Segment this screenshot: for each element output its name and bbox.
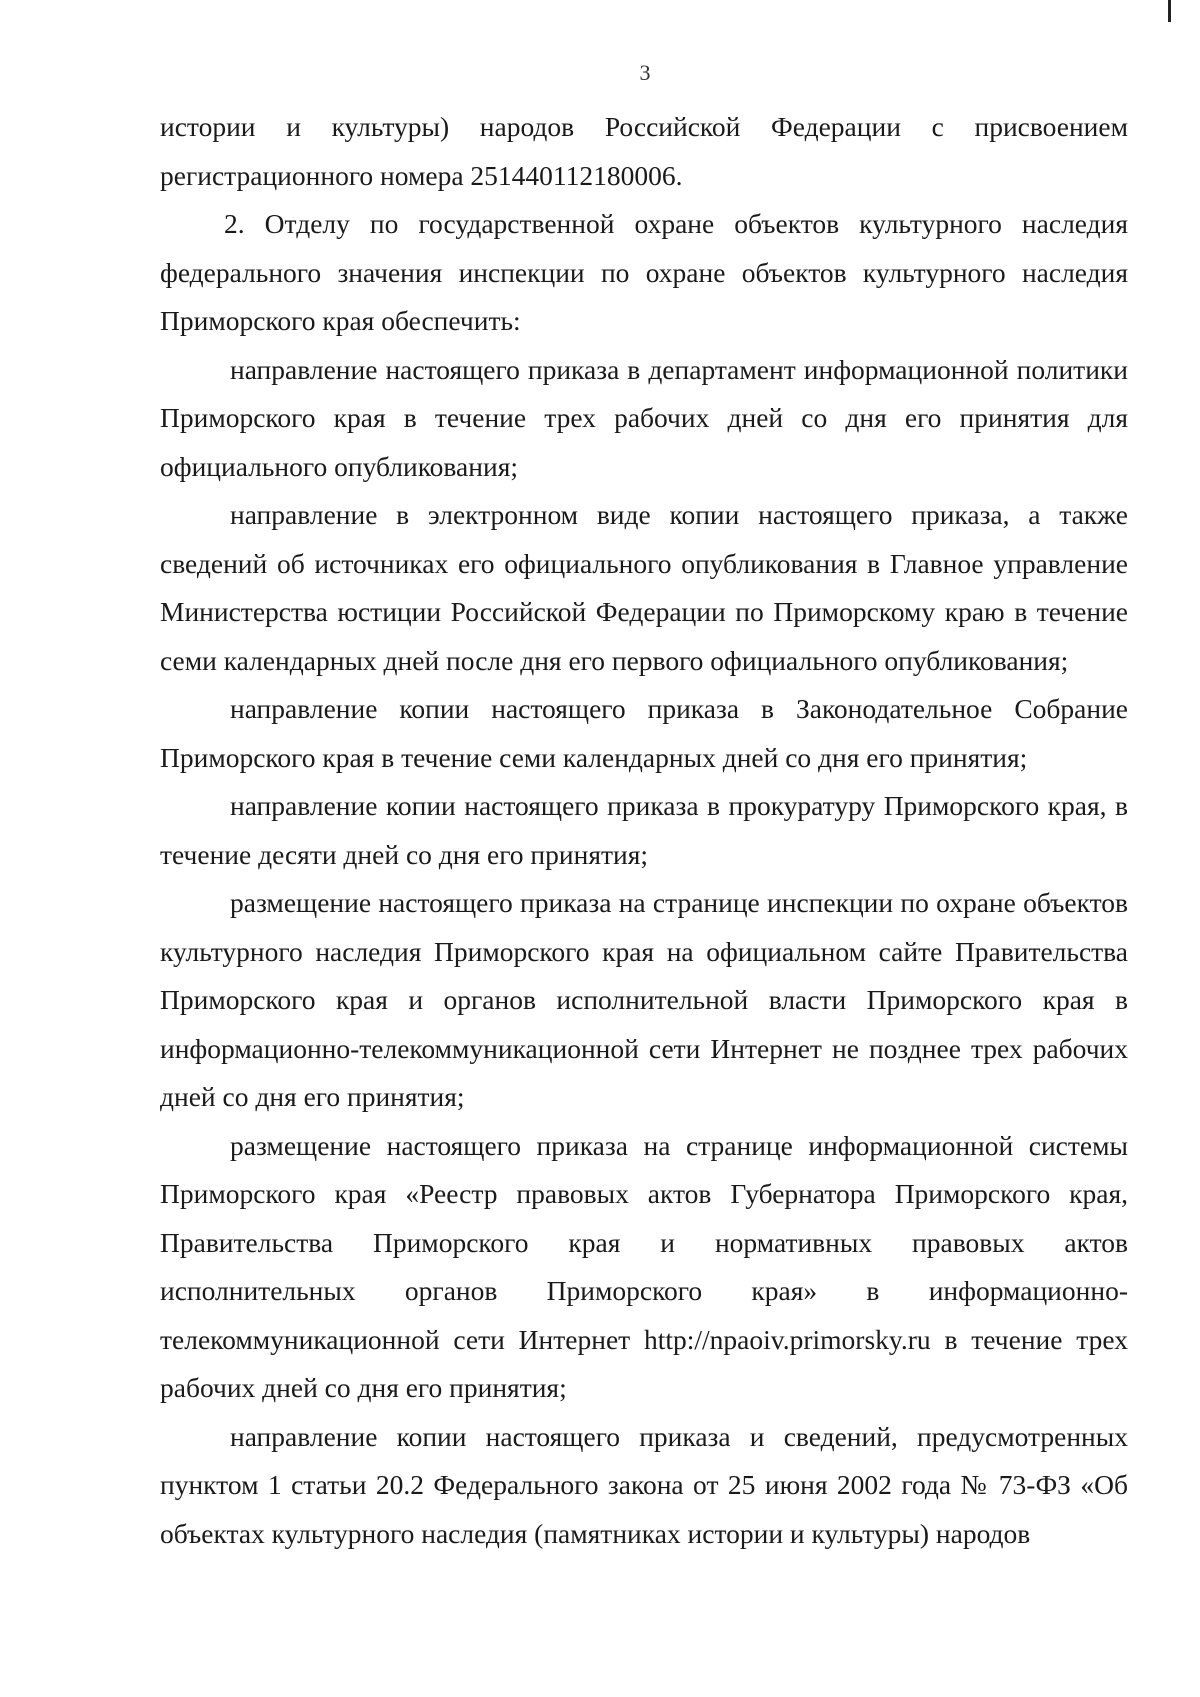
paragraph-5: направление копии настоящего приказа в Законодательное Собрание Приморского края в течение семи календарных дней со дня его принятия;: [160, 693, 1128, 773]
document-body: [160, 103, 1128, 1558]
paragraph-2: 2. Отделу по государственной охране объектов культурного наследия федерального значения инспекции по охране объектов культурного наследия Приморского края обеспечить:: [160, 208, 1128, 336]
scan-edge-mark: [1168, 0, 1171, 22]
paragraph-9: направление копии настоящего приказа и сведений, предусмотренных пунктом 1 статьи 20.2 Федерального закона от 25 июня 2002 года № 73-ФЗ «Об объектах культурного наследия (памятниках истории и культуры) народов: [160, 1420, 1128, 1549]
paragraph-3: направление настоящего приказа в департамент информационной политики Приморского края в течение трех рабочих дней со дня его принятия для официального опубликования;: [160, 353, 1128, 482]
paragraph-1: истории и культуры) народов Российской Федерации с присвоением регистрационного номера 251440112180006.: [160, 111, 1128, 191]
paragraph-4: направление в электронном виде копии настоящего приказа, а также сведений об источниках его официального опубликования в Главное управление Министерства юстиции Российской Федерации по Приморскому краю в течение семи календарных дней после дня его первого официального опубликования;: [160, 499, 1128, 676]
paragraph-8: размещение настоящего приказа на странице информационной системы Приморского края «Реестр правовых актов Губернатора Приморского края, Правительства Приморского края и нормативных правовых актов исполнительных органов Приморского края» в информационно-телекоммуникационной сети Интернет http://npaoiv.primorsky.ru в течение трех рабочих дней со дня его принятия;: [160, 1129, 1128, 1403]
page-number: 3: [639, 60, 651, 85]
paragraph-6: направление копии настоящего приказа в прокуратуру Приморского края, в течение десяти дней со дня его принятия;: [160, 790, 1128, 870]
paragraph-7: размещение настоящего приказа на странице инспекции по охране объектов культурного наследия Приморского края на официальном сайте Правительства Приморского края и органов исполнительной власти Приморского края в информационно-телекоммуникационной сети Интернет не позднее трех рабочих дней со дня его принятия;: [160, 887, 1128, 1112]
